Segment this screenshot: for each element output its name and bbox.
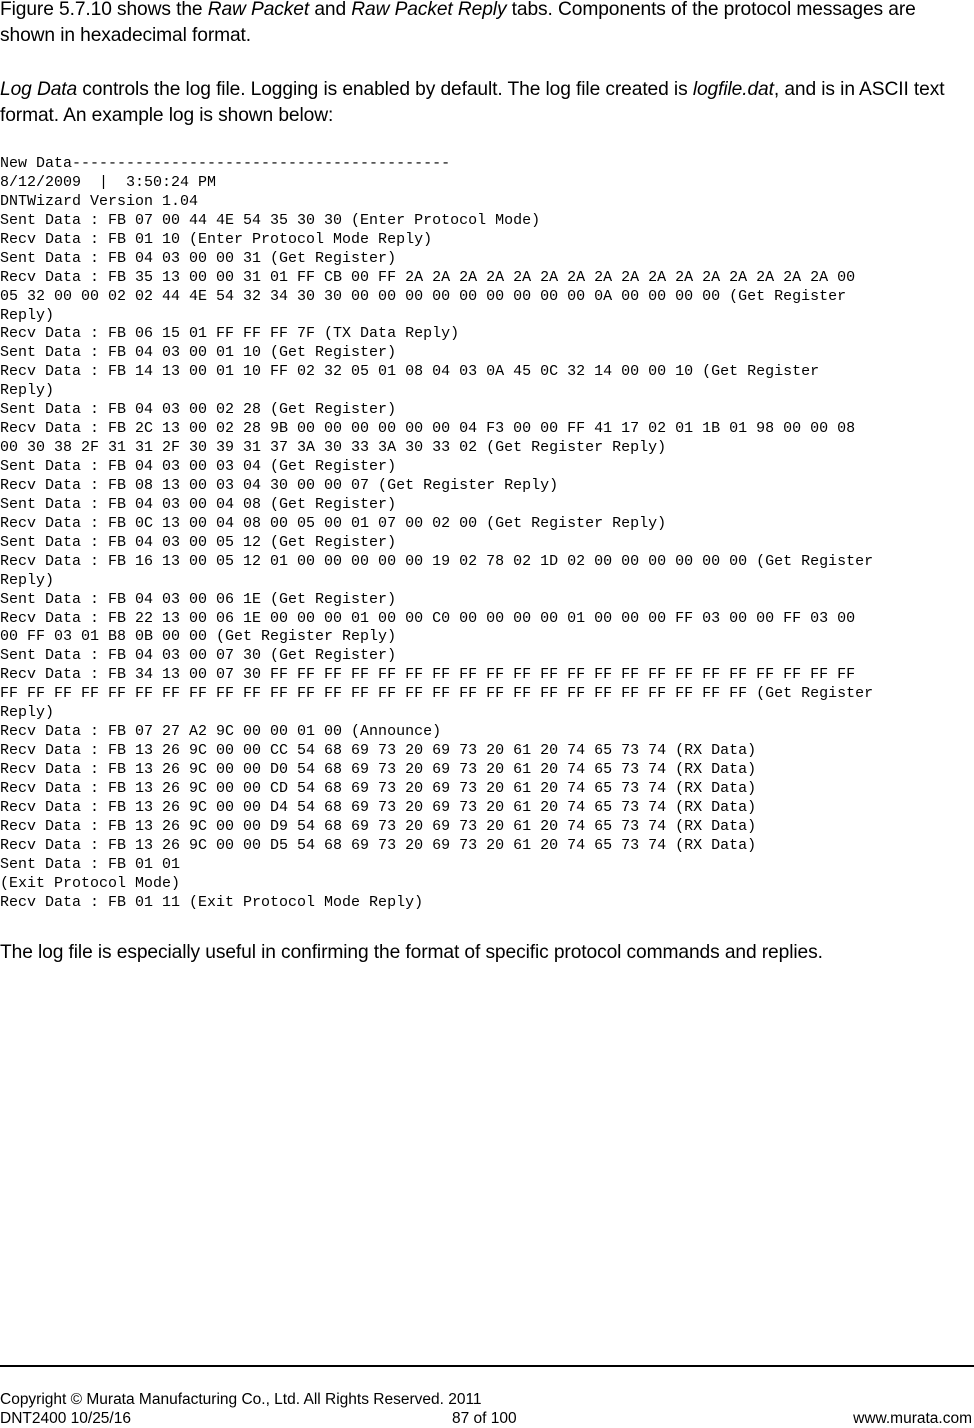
log-line: Sent Data : FB 04 03 00 07 30 (Get Register) xyxy=(0,647,397,665)
footer-divider xyxy=(0,1365,974,1367)
log-line: Recv Data : FB 13 26 9C 00 00 D0 54 68 69 73 20 69 73 20 61 20 74 65 73 74 (RX Data) xyxy=(0,761,757,778)
intro-before: Figure 5.7.10 shows the xyxy=(0,0,208,20)
log-line: Sent Data : FB 04 03 00 00 31 (Get Register) xyxy=(0,249,397,267)
log-data-term: Log Data xyxy=(0,79,78,100)
log-line: 00 FF 03 01 B8 0B 00 00 (Get Register Reply) xyxy=(0,628,397,646)
log-line: Reply) xyxy=(0,382,55,400)
log-line: DNTWizard Version 1.04 xyxy=(0,192,199,210)
log-line: Sent Data : FB 04 03 00 01 10 (Get Register) xyxy=(0,344,397,362)
log-line: Recv Data : FB 06 15 01 FF FF FF 7F (TX Data Reply) xyxy=(0,325,460,343)
log-line: Sent Data : FB 01 01 xyxy=(0,855,181,873)
log-line: Recv Data : FB 08 13 00 03 04 30 00 00 07 (Get Register Reply) xyxy=(0,476,559,494)
raw-packet-reply-term: Raw Packet Reply xyxy=(351,0,507,20)
log-data-after: , and is in ASCII text format. An example log is shown below: xyxy=(0,79,945,126)
log-line: 00 30 38 2F 31 31 2F 30 39 31 37 3A 30 33 3A 30 33 02 (Get Register Reply) xyxy=(0,439,667,457)
footer-copyright: Copyright © Murata Manufacturing Co., Ltd. All Rights Reserved. 2011 xyxy=(0,1391,482,1408)
log-data-paragraph xyxy=(0,77,972,129)
log-line: Recv Data : FB 01 11 (Exit Protocol Mode Reply) xyxy=(0,893,424,911)
log-line: Recv Data : FB 35 13 00 00 31 01 FF CB 00 FF 2A 2A 2A 2A 2A 2A 2A 2A 2A 2A 2A 2A 2A 2A 2A 2A 00 xyxy=(0,268,856,286)
log-line: Recv Data : FB 13 26 9C 00 00 D4 54 68 69 73 20 69 73 20 61 20 74 65 73 74 (RX Data) xyxy=(0,798,757,816)
log-line: Sent Data : FB 04 03 00 05 12 (Get Register) xyxy=(0,533,397,551)
closing-paragraph: The log file is especially useful in confirming the format of specific protocol commands and replies. xyxy=(0,942,823,963)
log-line: Sent Data : FB 04 03 00 02 28 (Get Register) xyxy=(0,401,397,419)
log-line: Recv Data : FB 13 26 9C 00 00 D9 54 68 69 73 20 69 73 20 61 20 74 65 73 74 (RX Data) xyxy=(0,817,757,835)
log-line: Recv Data : FB 01 10 (Enter Protocol Mode Reply) xyxy=(0,230,433,248)
log-line: Reply) xyxy=(0,306,55,324)
log-line: FF FF FF FF FF FF FF FF FF FF FF FF FF FF FF FF FF FF FF FF FF FF FF FF FF FF FF FF (Get Register xyxy=(0,685,874,703)
log-line: Recv Data : FB 34 13 00 07 30 FF FF FF FF FF FF FF FF FF FF FF FF FF FF FF FF FF FF FF FF FF FF xyxy=(0,666,856,684)
log-line: Recv Data : FB 22 13 00 06 1E 00 00 00 01 00 00 C0 00 00 00 00 01 00 00 00 FF 03 00 00 FF 03 00 xyxy=(0,609,856,627)
log-line: Recv Data : FB 2C 13 00 02 28 9B 00 00 00 00 00 00 04 F3 00 00 FF 41 17 02 01 1B 01 98 00 00 08 xyxy=(0,420,856,438)
log-line: Recv Data : FB 14 13 00 01 10 FF 02 32 05 01 08 04 03 0A 45 0C 32 14 00 00 10 (Get Register xyxy=(0,363,820,381)
footer-website: www.murata.com xyxy=(853,1410,972,1427)
log-line: Recv Data : FB 0C 13 00 04 08 00 05 00 01 07 00 02 00 (Get Register Reply) xyxy=(0,514,667,532)
log-filename: logfile.dat xyxy=(692,79,774,100)
log-line: Recv Data : FB 13 26 9C 00 00 CD 54 68 69 73 20 69 73 20 61 20 74 65 73 74 (RX Data) xyxy=(0,779,757,797)
log-line: 05 32 00 00 02 02 44 4E 54 32 34 30 30 00 00 00 00 00 00 00 00 00 0A 00 00 00 00 (Get Register xyxy=(0,287,847,305)
log-line: (Exit Protocol Mode) xyxy=(0,874,181,892)
log-line: Recv Data : FB 07 27 A2 9C 00 00 01 00 (Announce) xyxy=(0,723,442,741)
log-data-mid: controls the log file. Logging is enabled by default. The log file created is xyxy=(77,79,693,100)
log-line: New Data------------------------------------------ xyxy=(0,155,451,172)
log-line: Reply) xyxy=(0,571,55,589)
footer-page-number: 87 of 100 xyxy=(452,1410,517,1427)
log-line: Reply) xyxy=(0,704,55,722)
log-line: Sent Data : FB 07 00 44 4E 54 35 30 30 (Enter Protocol Mode) xyxy=(0,211,541,229)
log-line: 8/12/2009 | 3:50:24 PM xyxy=(0,173,217,191)
log-line: Recv Data : FB 16 13 00 05 12 01 00 00 00 00 00 19 02 78 02 1D 02 00 00 00 00 00 00 (Get Register xyxy=(0,552,874,570)
intro-after: tabs. Components of the protocol messages are shown in hexadecimal format. xyxy=(0,0,916,46)
raw-packet-term: Raw Packet xyxy=(207,0,310,20)
intro-and: and xyxy=(309,0,352,20)
log-line: Sent Data : FB 04 03 00 03 04 (Get Register) xyxy=(0,458,397,475)
log-line: Sent Data : FB 04 03 00 06 1E (Get Register) xyxy=(0,590,397,608)
log-line: Recv Data : FB 13 26 9C 00 00 D5 54 68 69 73 20 69 73 20 61 20 74 65 73 74 (RX Data) xyxy=(0,836,757,854)
footer-doc-id: DNT2400 10/25/16 xyxy=(0,1410,131,1427)
log-line: Sent Data : FB 04 03 00 04 08 (Get Register) xyxy=(0,495,397,513)
intro-paragraph xyxy=(0,0,972,49)
log-line: Recv Data : FB 13 26 9C 00 00 CC 54 68 69 73 20 69 73 20 61 20 74 65 73 74 (RX Data) xyxy=(0,742,757,760)
example-log-listing xyxy=(0,155,974,913)
